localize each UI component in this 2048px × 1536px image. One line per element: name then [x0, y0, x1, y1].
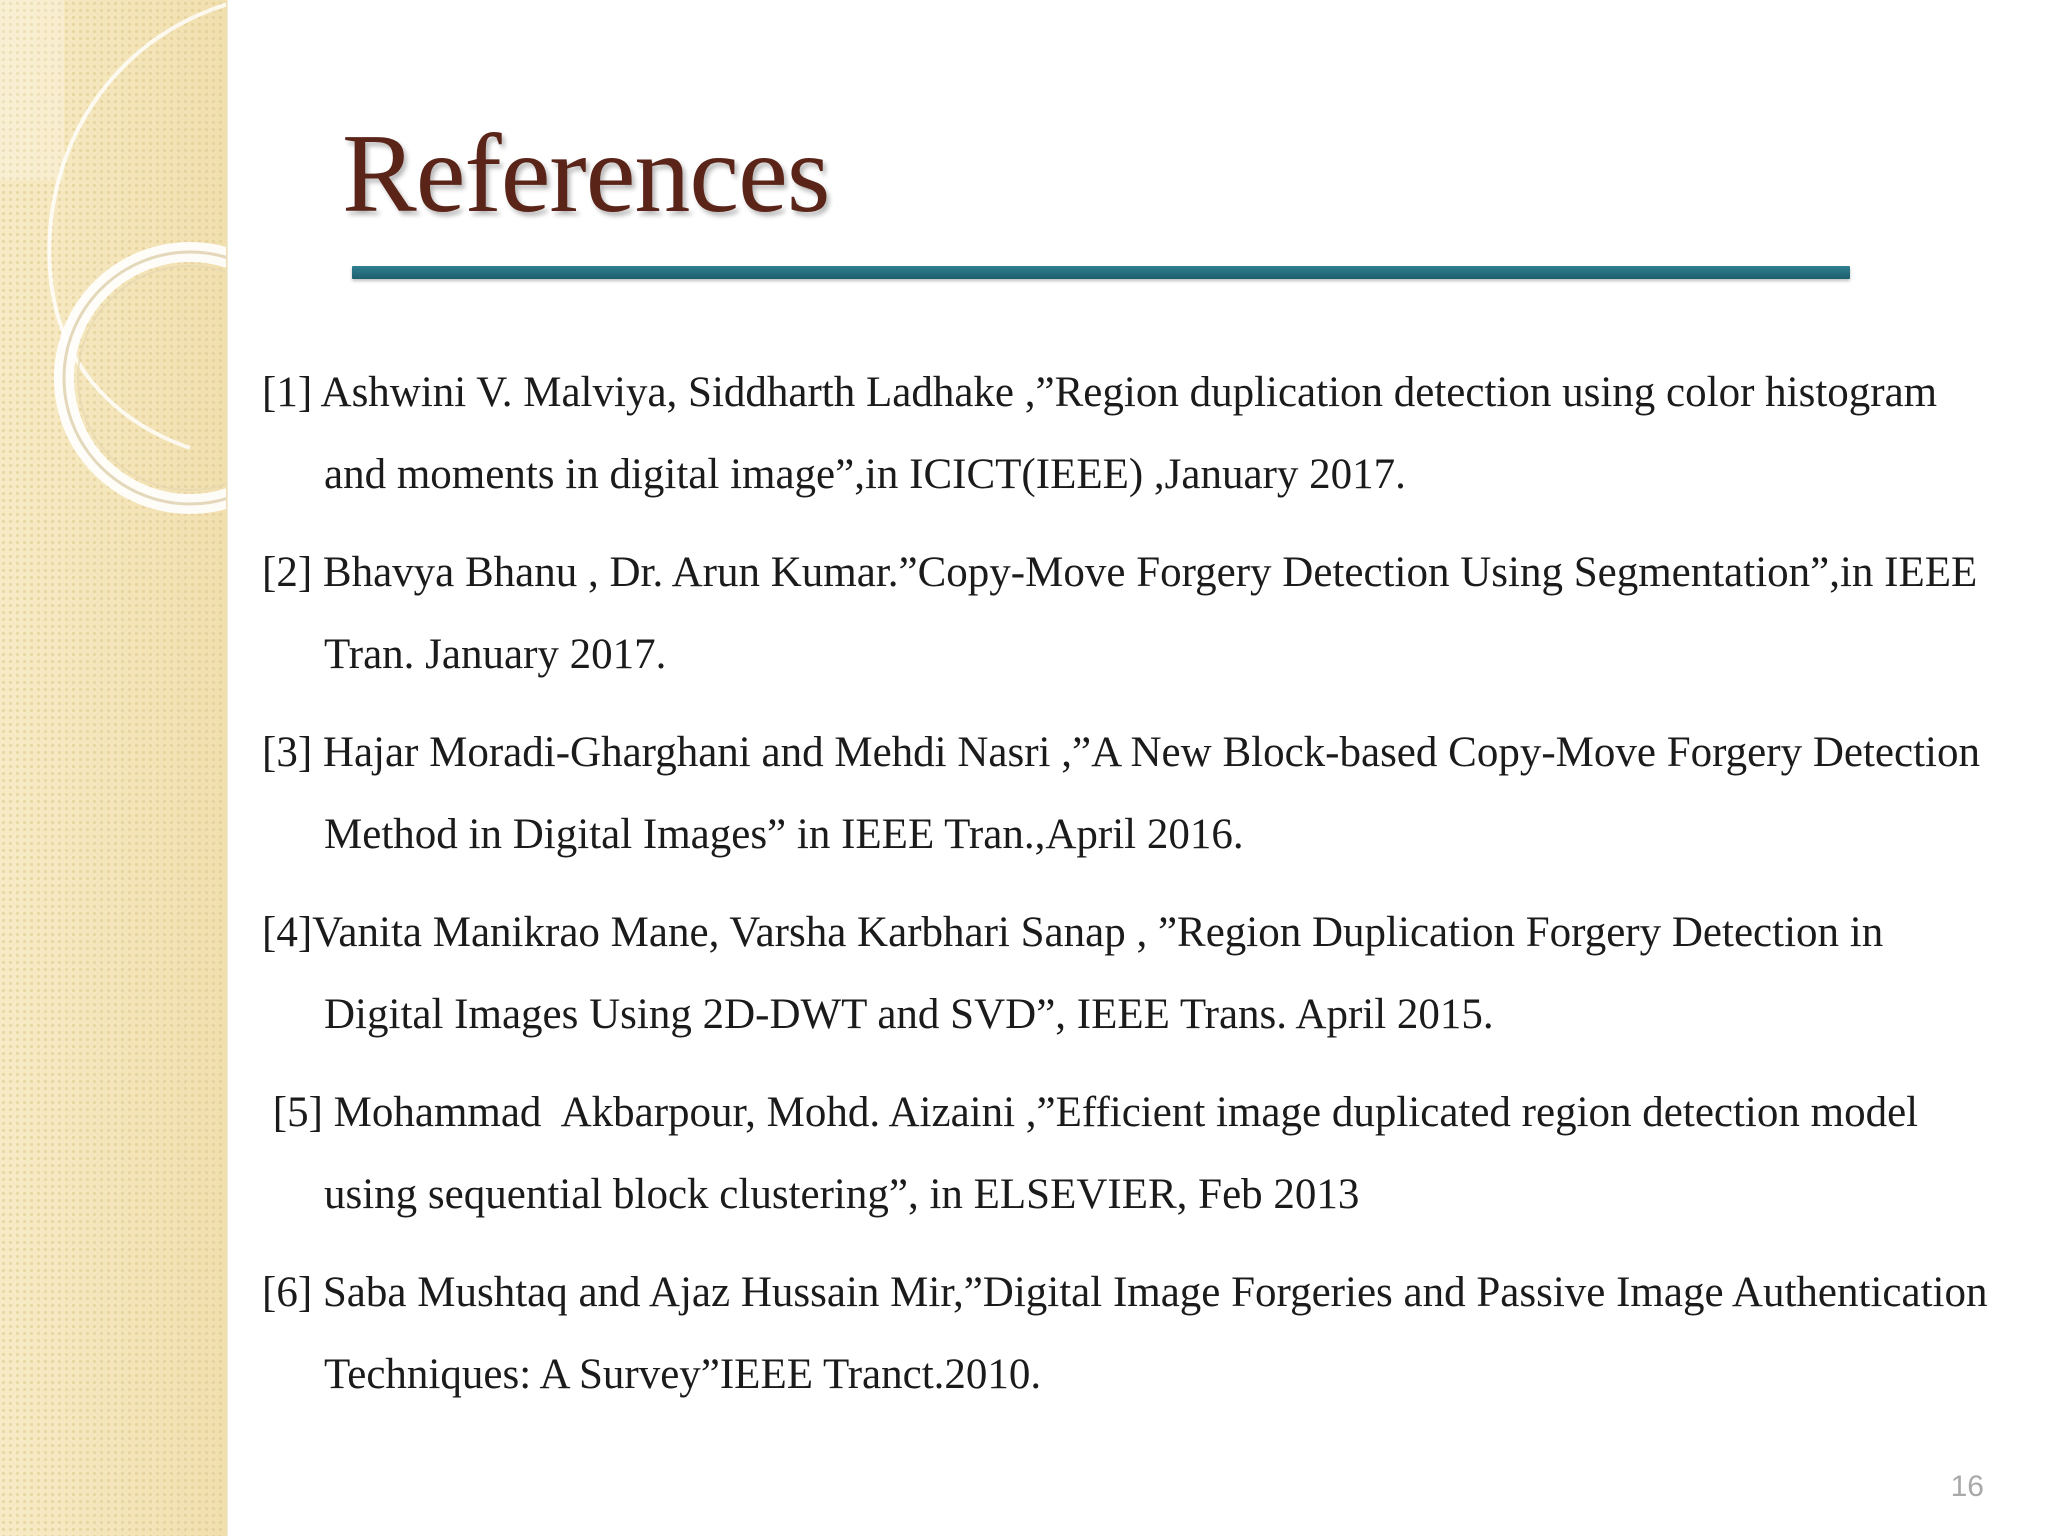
reference-item-5: [5] Mohammad Akbarpour, Mohd. Aizaini ,”Efficient image duplicated region detection model using sequential block clustering”, in ELSEVIER, Feb 2013 — [262, 1089, 1929, 1218]
page-number: 16 — [1950, 1470, 1984, 1503]
reference-item-6: [6] Saba Mushtaq and Ajaz Hussain Mir,”Digital Image Forgeries and Passive Image Authentication Techniques: A Survey”IEEE Tranct.2010. — [262, 1269, 1998, 1398]
title-underline — [352, 266, 1850, 279]
decorative-side-panel — [0, 0, 228, 1536]
reference-item-1: [1] Ashwini V. Malviya, Siddharth Ladhake ,”Region duplication detection using color histogram and moments in digital image”,in ICICT(IEEE) ,January 2017. — [262, 369, 1948, 498]
side-panel-edge — [226, 0, 228, 1536]
reference-item-4: [4]Vanita Manikrao Mane, Varsha Karbhari Sanap , ”Region Duplication Forgery Detection in Digital Images Using 2D-DWT and SVD”, IEEE Trans. April 2015. — [262, 909, 1894, 1038]
slide-title: References — [342, 112, 830, 236]
reference-item-3: [3] Hajar Moradi-Gharghani and Mehdi Nasri ,”A New Block-based Copy-Move Forgery Detection Method in Digital Images” in IEEE Tran.,April 2016. — [262, 729, 1991, 858]
reference-list — [262, 352, 2002, 1432]
ring-decoration-icon — [0, 0, 228, 520]
reference-item-2: [2] Bhavya Bhanu , Dr. Arun Kumar.”Copy-Move Forgery Detection Using Segmentation”,in IEEE Tran. January 2017. — [262, 549, 1999, 678]
